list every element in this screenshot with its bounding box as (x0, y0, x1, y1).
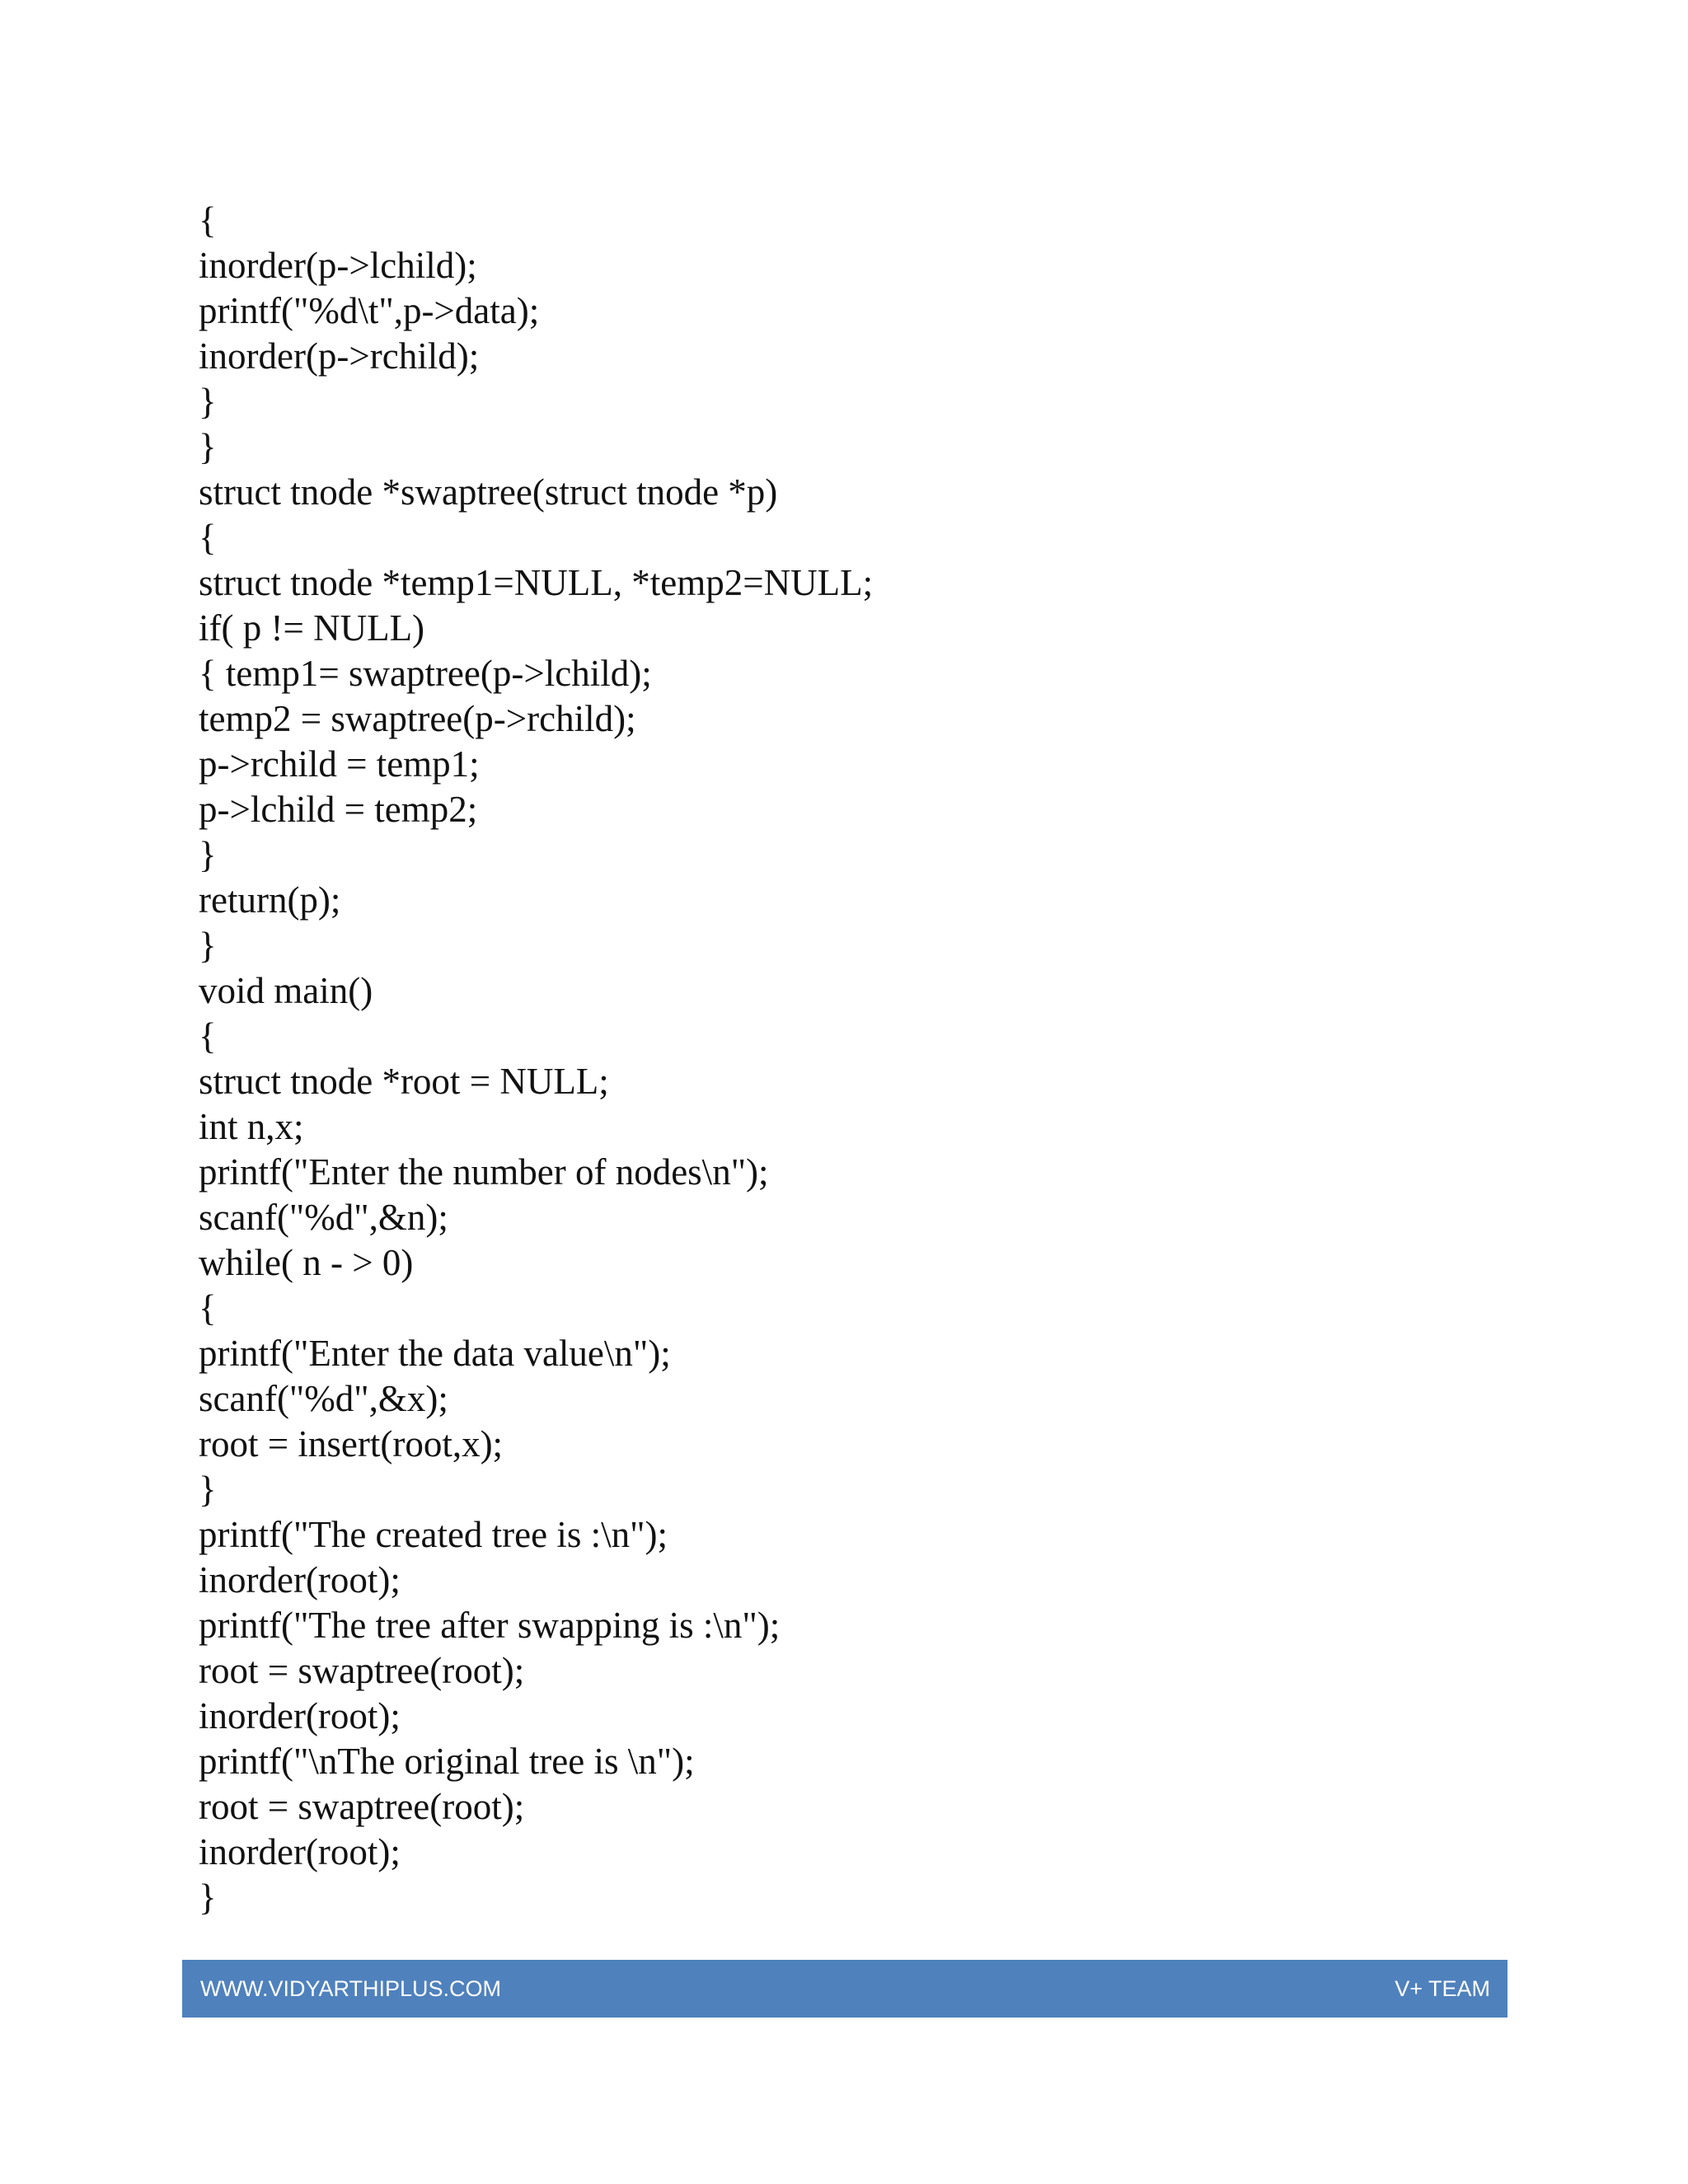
code-line: struct tnode *temp1=NULL, *temp2=NULL; (199, 562, 874, 603)
code-line: { (199, 1015, 217, 1057)
code-line: struct tnode *root = NULL; (199, 1061, 609, 1102)
code-line: } (199, 426, 217, 467)
code-line: } (199, 381, 217, 422)
code-line: p->rchild = temp1; (199, 743, 480, 785)
code-line: inorder(root); (199, 1831, 401, 1872)
code-line: scanf("%d",&x); (199, 1378, 448, 1419)
code-line: printf("Enter the number of nodes\n"); (199, 1151, 769, 1193)
code-line: printf("The created tree is :\n"); (199, 1514, 668, 1555)
code-line: printf("\nThe original tree is \n"); (199, 1741, 695, 1782)
code-line: inorder(root); (199, 1695, 401, 1736)
code-line: return(p); (199, 879, 341, 921)
code-line: { temp1= swaptree(p->lchild); (199, 653, 652, 694)
code-line: int n,x; (199, 1106, 304, 1147)
page-footer (182, 1960, 1507, 2018)
code-line: inorder(root); (199, 1559, 401, 1601)
code-line: root = swaptree(root); (199, 1786, 525, 1827)
code-line: } (199, 834, 217, 875)
code-line: while( n - > 0) (199, 1242, 414, 1283)
code-line: scanf("%d",&n); (199, 1197, 448, 1238)
code-line: root = swaptree(root); (199, 1650, 525, 1691)
code-line: if( p != NULL) (199, 607, 425, 649)
code-line: printf("%d\t",p->data); (199, 290, 540, 331)
code-line: struct tnode *swaptree(struct tnode *p) (199, 471, 778, 513)
code-line: } (199, 1469, 217, 1510)
code-line: printf("The tree after swapping is :\n"); (199, 1605, 781, 1646)
code-listing (199, 198, 1484, 1920)
code-line: { (199, 199, 217, 241)
code-line: { (199, 517, 217, 558)
code-line: p->lchild = temp2; (199, 789, 478, 830)
code-line: temp2 = swaptree(p->rchild); (199, 698, 636, 739)
code-line: printf("Enter the data value\n"); (199, 1333, 671, 1374)
code-line: inorder(p->lchild); (199, 245, 477, 286)
footer-team-text: V+ TEAM (1395, 1976, 1490, 2001)
code-line: } (199, 1877, 217, 1918)
code-line: inorder(p->rchild); (199, 335, 480, 377)
code-line: { (199, 1287, 217, 1329)
code-line: root = insert(root,x); (199, 1423, 504, 1465)
code-line: } (199, 925, 217, 966)
code-line: void main() (199, 970, 373, 1011)
footer-website-text: WWW.VIDYARTHIPLUS.COM (200, 1976, 502, 2001)
